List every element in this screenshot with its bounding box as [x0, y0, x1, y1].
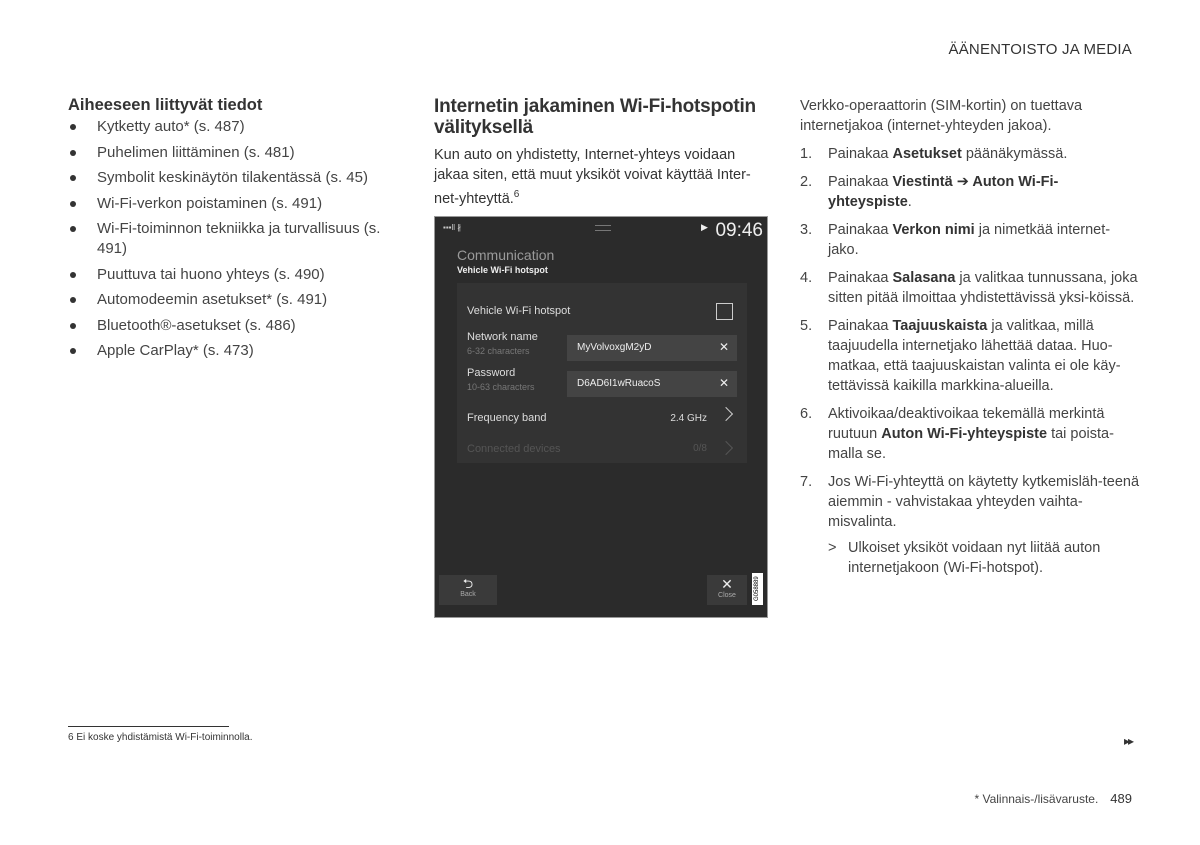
result-arrow-icon: > [828, 540, 837, 556]
network-name-row: Network name 6-32 characters MyVolvoxgM2yD ✕ [467, 331, 737, 365]
list-item[interactable]: Bluetooth®-asetukset (s. 486) [68, 316, 388, 336]
password-field[interactable]: D6AD6I1wRuacoS ✕ [567, 371, 737, 397]
step-item: 2. Painakaa Viestintä ➔ Auton Wi-Fi-yhteyspiste. [800, 174, 1059, 210]
article-title: Internetin jakaminen Wi-Fi-hotspotin välityksellä [434, 96, 756, 138]
step-item: 1. Painakaa Asetukset päänäkymässä. [800, 146, 1068, 162]
footnote-ref[interactable]: 6 [513, 189, 520, 200]
bullet-icon [70, 124, 76, 130]
settings-panel [457, 283, 747, 463]
clear-icon[interactable]: ✕ [718, 376, 729, 390]
list-item[interactable]: Automodeemin asetukset* (s. 491) [68, 290, 388, 310]
instructions [800, 96, 1140, 578]
article-intro: Kun auto on yhdistetty, Internet-yhteys voidaan jakaa siten, että muut yksiköt voivat käyttää Inter-net-yhteyttä.$^6$ [434, 147, 751, 207]
bullet-icon [70, 348, 76, 354]
image-code: G058889 [752, 573, 763, 605]
related-info [68, 96, 388, 367]
signal-icon: ▪▪▪ll ∦ [443, 223, 462, 232]
close-button[interactable]: ✕ Close [707, 575, 747, 605]
bullet-icon [70, 272, 76, 278]
list-item[interactable]: Apple CarPlay* (s. 473) [68, 341, 388, 361]
drag-handle-icon [595, 225, 611, 231]
password-row: Password 10-63 characters D6AD6I1wRuacoS ✕ [467, 367, 737, 401]
list-item[interactable]: Wi-Fi-toiminnon tekniikka ja turvallisuus (s. 491) [68, 219, 388, 259]
page-number: 489 [1110, 791, 1132, 806]
bullet-icon [70, 226, 76, 232]
step-item: 7. Jos Wi-Fi-yhteyttä on käytetty kytkemisläh-teenä aiemmin - vahvistakaa yhteyden vaihta-misvalinta. [800, 474, 1140, 530]
instructions-intro: Verkko-operaattorin (SIM-kortin) on tuettava internetjakoa (internet-yhteyden jakoa). [800, 98, 1083, 134]
close-icon: ✕ [721, 576, 733, 592]
chevron-right-icon [719, 407, 733, 421]
list-item[interactable]: Kytketty auto* (s. 487) [68, 117, 388, 137]
list-item[interactable]: Puhelimen liittäminen (s. 481) [68, 143, 388, 163]
step-item: 5. Painakaa Taajuuskaista ja valitkaa, millä taajuudella internetjako lähettää dataa. Huo-matkaa, että taajuuskaistan valinta ei ole käy-tettävissä kaikilla markkina-alueilla. [800, 318, 1121, 394]
step-result: > Ulkoiset yksiköt voidaan nyt liitää auton internetjakoon (Wi-Fi-hotspot). [828, 540, 1101, 576]
optional-note: * Valinnais-/lisävaruste. [974, 792, 1099, 806]
bullet-icon [70, 150, 76, 156]
page-footer [974, 791, 1132, 806]
bullet-icon [70, 323, 76, 329]
list-item[interactable]: Symbolit keskinäytön tilakentässä (s. 45) [68, 168, 388, 188]
bullet-icon [70, 175, 76, 181]
bullet-icon [70, 201, 76, 207]
section-header: ÄÄNENTOISTO JA MEDIA [948, 41, 1132, 58]
frequency-band-row[interactable]: Frequency band 2.4 GHz [467, 403, 737, 433]
related-list [68, 117, 388, 361]
hotspot-toggle-row[interactable]: Vehicle Wi-Fi hotspot [467, 297, 737, 325]
hotspot-checkbox[interactable] [716, 303, 733, 320]
clear-icon[interactable]: ✕ [718, 340, 729, 354]
hotspot-screenshot [434, 216, 768, 618]
continue-icon: ▸▸ [1123, 734, 1132, 748]
app-title: Communication [457, 247, 555, 263]
list-item[interactable]: Wi-Fi-verkon poistaminen (s. 491) [68, 194, 388, 214]
step-item: 6. Aktivoikaa/deaktivoikaa tekemällä merkintä ruutuun Auton Wi-Fi-yhteyspiste tai poista-malla se. [800, 406, 1114, 462]
steps-list [800, 144, 1140, 532]
play-icon: ▶ [701, 222, 708, 232]
connected-devices-row: Connected devices 0/8 [467, 439, 737, 463]
article [434, 96, 769, 209]
step-item: 4. Painakaa Salasana ja valitkaa tunnussana, joka sitten pitää ilmoittaa yhdistettävissä yksi-köissä. [800, 270, 1138, 306]
footnote-divider [68, 726, 229, 727]
status-bar [435, 217, 767, 245]
back-button[interactable]: ⮌ Back [439, 575, 497, 605]
bullet-icon [70, 297, 76, 303]
related-title: Aiheeseen liittyvät tiedot [68, 96, 263, 114]
list-item[interactable]: Puuttuva tai huono yhteys (s. 490) [68, 265, 388, 285]
back-icon: ⮌ [462, 576, 474, 591]
clock: 09:46 [715, 220, 763, 241]
footnote: 6 Ei koske yhdistämistä Wi-Fi-toiminnolla. [68, 732, 253, 743]
step-item: 3. Painakaa Verkon nimi ja nimetkää internet-jako. [800, 222, 1111, 258]
app-subtitle: Vehicle Wi-Fi hotspot [457, 265, 548, 275]
network-name-field[interactable]: MyVolvoxgM2yD ✕ [567, 335, 737, 361]
chevron-right-icon [719, 441, 733, 455]
